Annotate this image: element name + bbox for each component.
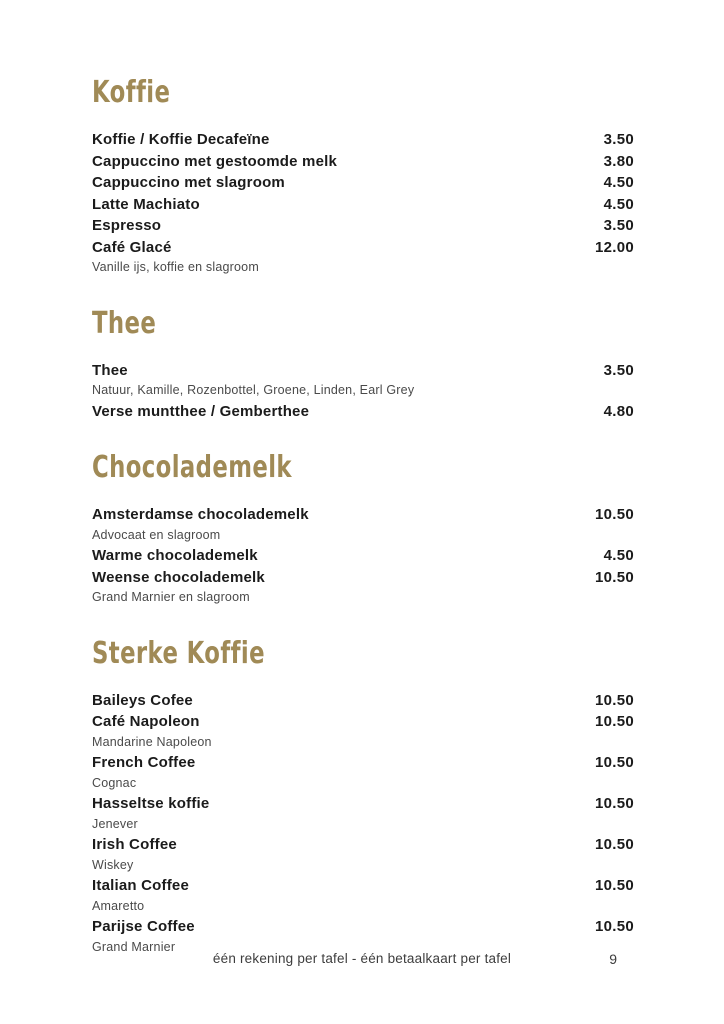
item-price: 3.50 xyxy=(603,217,634,234)
item-price: 10.50 xyxy=(594,568,634,586)
menu-item-row xyxy=(92,567,634,589)
menu-section xyxy=(92,635,634,958)
item-name: Baileys Cofee xyxy=(92,691,193,709)
menu-item xyxy=(92,237,634,278)
item-description: Mandarine Napoleon xyxy=(92,734,212,749)
item-description: Advocaat en slagroom xyxy=(92,527,221,542)
item-price: 3.80 xyxy=(603,152,634,170)
item-price: 10.50 xyxy=(594,918,634,935)
menu-item-row xyxy=(92,875,634,897)
menu-item-row xyxy=(92,793,634,815)
menu-item xyxy=(92,752,634,793)
section-title: Chocolademelk xyxy=(92,450,292,485)
section-title: Thee xyxy=(92,305,157,341)
item-name: French Coffee xyxy=(92,754,196,771)
item-description: Grand Marnier xyxy=(92,939,176,954)
menu-item-row xyxy=(92,504,634,526)
menu-item-row xyxy=(92,916,634,938)
item-price: 10.50 xyxy=(594,836,634,853)
menu-item xyxy=(92,567,634,608)
item-price: 10.50 xyxy=(594,877,634,894)
item-price: 10.50 xyxy=(594,506,634,523)
menu-item-row xyxy=(92,690,634,712)
item-name: Parijse Coffee xyxy=(92,918,195,935)
item-price: 10.50 xyxy=(594,754,634,771)
menu-item xyxy=(92,875,634,916)
menu-item-row xyxy=(92,834,634,856)
item-description: Cognac xyxy=(92,775,137,790)
item-description: Jenever xyxy=(92,816,138,831)
section-title: Sterke Koffie xyxy=(92,635,265,671)
item-description: Vanille ijs, koffie en slagroom xyxy=(92,260,259,274)
item-price: 12.00 xyxy=(594,238,634,256)
item-name: Italian Coffee xyxy=(92,877,189,894)
menu-item-row xyxy=(92,401,634,423)
item-name: Verse muntthee / Gemberthee xyxy=(92,402,310,420)
item-price: 3.50 xyxy=(603,361,634,379)
item-description: Amaretto xyxy=(92,898,145,913)
menu-item xyxy=(92,172,634,194)
item-name: Café Glacé xyxy=(92,238,172,256)
menu-item-row xyxy=(92,172,634,194)
menu-item-row xyxy=(92,215,634,237)
menu-item xyxy=(92,504,634,545)
menu-item-row xyxy=(92,151,634,173)
item-name: Amsterdamse chocolademelk xyxy=(92,506,309,523)
page-footer xyxy=(0,949,724,969)
item-price: 3.50 xyxy=(603,131,634,148)
menu-item-row xyxy=(92,360,634,382)
item-price: 4.80 xyxy=(603,402,634,420)
menu-sections xyxy=(92,74,634,957)
menu-section xyxy=(92,449,634,608)
menu-item-row xyxy=(92,237,634,259)
item-price: 10.50 xyxy=(594,713,634,730)
section-items xyxy=(92,504,634,608)
item-name: Weense chocolademelk xyxy=(92,568,265,586)
item-price: 4.50 xyxy=(603,195,634,213)
item-name: Café Napoleon xyxy=(92,713,200,730)
item-name: Cappuccino met slagroom xyxy=(92,174,285,191)
footer-note: één rekening per tafel - één betaalkaart per tafel xyxy=(212,951,512,966)
section-items xyxy=(92,129,634,278)
item-description: Wiskey xyxy=(92,857,134,872)
menu-item-row xyxy=(92,545,634,567)
page-number: 9 xyxy=(609,951,617,967)
menu-item xyxy=(92,129,634,151)
item-price: 10.50 xyxy=(594,795,634,812)
item-description: Grand Marnier en slagroom xyxy=(92,590,250,604)
menu-item-row xyxy=(92,194,634,216)
menu-item xyxy=(92,215,634,237)
item-name: Espresso xyxy=(92,217,162,234)
item-price: 4.50 xyxy=(603,547,634,564)
item-description: Natuur, Kamille, Rozenbottel, Groene, Linden, Earl Grey xyxy=(92,383,415,397)
item-name: Cappuccino met gestoomde melk xyxy=(92,152,338,170)
item-price: 4.50 xyxy=(603,174,634,191)
menu-item xyxy=(92,834,634,875)
menu-item xyxy=(92,545,634,567)
menu-item-row xyxy=(92,129,634,151)
section-items xyxy=(92,690,634,958)
menu-item xyxy=(92,194,634,216)
menu-item xyxy=(92,711,634,752)
item-name: Latte Machiato xyxy=(92,195,200,213)
item-name: Koffie / Koffie Decafeïne xyxy=(92,131,270,148)
section-title: Koffie xyxy=(92,75,171,110)
menu-section xyxy=(92,305,634,423)
section-items xyxy=(92,360,634,423)
menu-item xyxy=(92,360,634,401)
menu-item-row xyxy=(92,752,634,774)
item-price: 10.50 xyxy=(594,691,634,709)
item-name: Warme chocolademelk xyxy=(92,547,258,564)
menu-item xyxy=(92,690,634,712)
menu-section xyxy=(92,74,634,278)
menu-item-row xyxy=(92,711,634,733)
item-name: Thee xyxy=(92,361,128,379)
item-name: Hasseltse koffie xyxy=(92,795,210,812)
menu-item xyxy=(92,401,634,423)
item-name: Irish Coffee xyxy=(92,836,177,853)
menu-item xyxy=(92,151,634,173)
menu-item xyxy=(92,793,634,834)
